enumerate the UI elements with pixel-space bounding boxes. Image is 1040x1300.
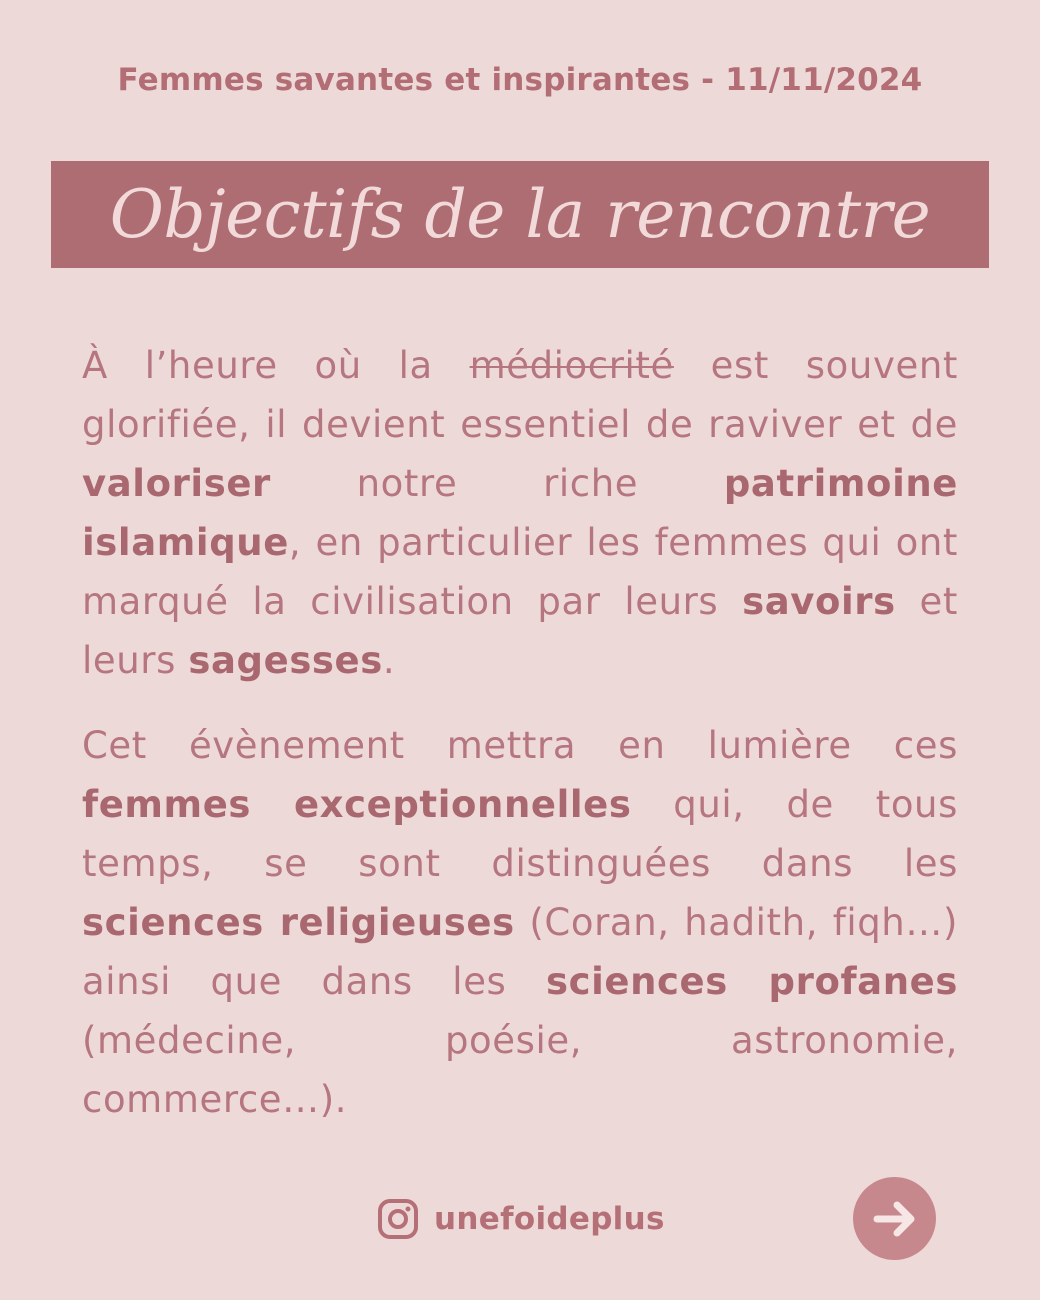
text-segment: Cet évènement mettra en lumière ces bbox=[82, 724, 958, 767]
text-segment: . bbox=[382, 639, 396, 682]
text-segment: (Coran, hadith, fiqh…) ainsi que dans les bbox=[82, 901, 958, 1003]
highlight-word: femmes exceptionnelles bbox=[82, 783, 632, 826]
main-content bbox=[82, 336, 958, 1129]
next-slide-button[interactable] bbox=[853, 1177, 936, 1260]
social-footer bbox=[376, 1196, 665, 1242]
paragraph-intro bbox=[82, 336, 958, 690]
page-title: Objectifs de la rencontre bbox=[109, 176, 931, 253]
text-segment: notre riche bbox=[270, 462, 724, 505]
struck-word: médiocrité bbox=[469, 344, 674, 387]
text-segment: et leurs bbox=[82, 580, 958, 682]
text-segment: , en particulier les femmes qui ont marqué la civilisation par leurs bbox=[82, 521, 958, 623]
text-segment: (médecine, poésie, astronomie, commerce…). bbox=[82, 1019, 958, 1121]
highlight-word: sciences religieuses bbox=[82, 901, 515, 944]
title-banner bbox=[51, 161, 989, 268]
highlight-word: sagesses bbox=[188, 639, 383, 682]
page-subtitle: Femmes savantes et inspirantes - 11/11/2024 bbox=[117, 62, 923, 98]
text-segment: est souvent glorifiée, il devient essentiel de raviver et de bbox=[82, 344, 958, 446]
highlight-word: valoriser bbox=[82, 462, 271, 505]
paragraph-event bbox=[82, 716, 958, 1129]
highlight-word: sciences profanes bbox=[545, 960, 958, 1003]
highlight-word: savoirs bbox=[742, 580, 896, 623]
social-handle[interactable]: unefoideplus bbox=[434, 1201, 665, 1237]
text-segment: À l’heure où la bbox=[82, 344, 470, 387]
highlight-word: patrimoine islamique bbox=[82, 462, 958, 564]
instagram-icon[interactable] bbox=[376, 1197, 420, 1241]
arrow-right-icon bbox=[868, 1192, 922, 1246]
text-segment: qui, de tous temps, se sont distinguées dans les bbox=[82, 783, 958, 885]
